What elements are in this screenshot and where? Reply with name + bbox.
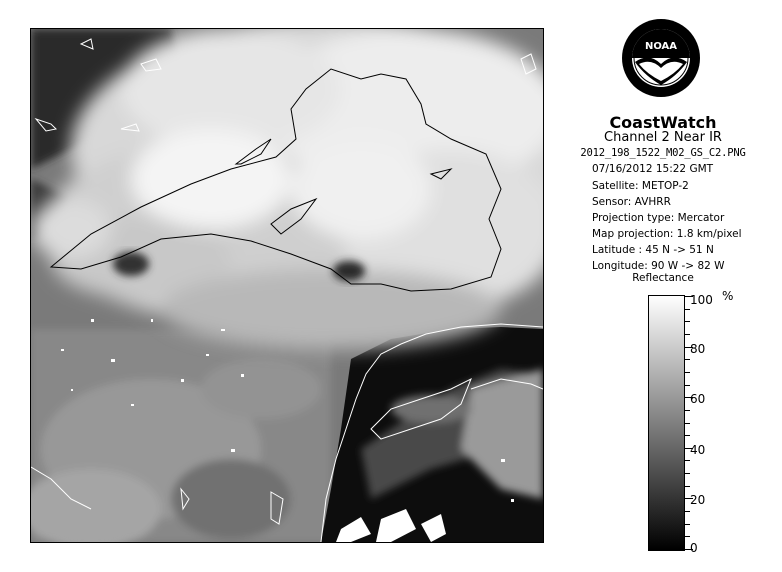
scale-tick: [684, 524, 690, 525]
sensor-name: Sensor: AVHRR: [592, 196, 671, 208]
scale-tick: [684, 372, 690, 373]
scale-tick-label-40: 40: [690, 443, 706, 457]
satellite-image-panel: [30, 28, 544, 543]
brand-title: CoastWatch: [609, 113, 717, 132]
longitude-range: Longitude: 90 W -> 82 W: [592, 260, 725, 272]
satellite-image: [31, 29, 543, 542]
scale-tick: [684, 359, 690, 360]
scale-tick: [684, 410, 690, 411]
scale-tick: [684, 435, 690, 436]
channel-title: Channel 2 Near IR: [604, 130, 722, 145]
scale-tick: [684, 473, 690, 474]
scale-tick: [684, 423, 690, 424]
scale-tick-label-60: 60: [690, 392, 706, 406]
scale-tick: [684, 460, 690, 461]
projection-type: Projection type: Mercator: [592, 212, 725, 224]
scale-tick: [684, 385, 690, 386]
satellite-name: Satellite: METOP-2: [592, 180, 689, 192]
scale-tick: [684, 536, 690, 537]
noaa-logo-text: NOAA: [644, 41, 678, 52]
scale-tick: [684, 511, 690, 512]
scale-unit: %: [722, 289, 734, 303]
scale-tick-label-100: 100: [690, 293, 713, 307]
scale-tick: [684, 486, 690, 487]
map-projection: Map projection: 1.8 km/pixel: [592, 228, 742, 240]
file-name: 2012_198_1522_M02_GS_C2.PNG: [580, 147, 746, 159]
scale-tick: [684, 334, 690, 335]
scale-tick-label-20: 20: [690, 493, 706, 507]
scale-tick: [684, 309, 690, 310]
reflectance-colorbar: [648, 295, 685, 551]
scale-tick-label-0: 0: [690, 541, 698, 555]
scale-label: Reflectance: [632, 272, 694, 284]
scale-tick-label-80: 80: [690, 342, 706, 356]
scale-tick: [684, 321, 690, 322]
latitude-range: Latitude : 45 N -> 51 N: [592, 244, 714, 256]
noaa-logo: [621, 18, 701, 98]
date-time: 07/16/2012 15:22 GMT: [592, 163, 714, 175]
